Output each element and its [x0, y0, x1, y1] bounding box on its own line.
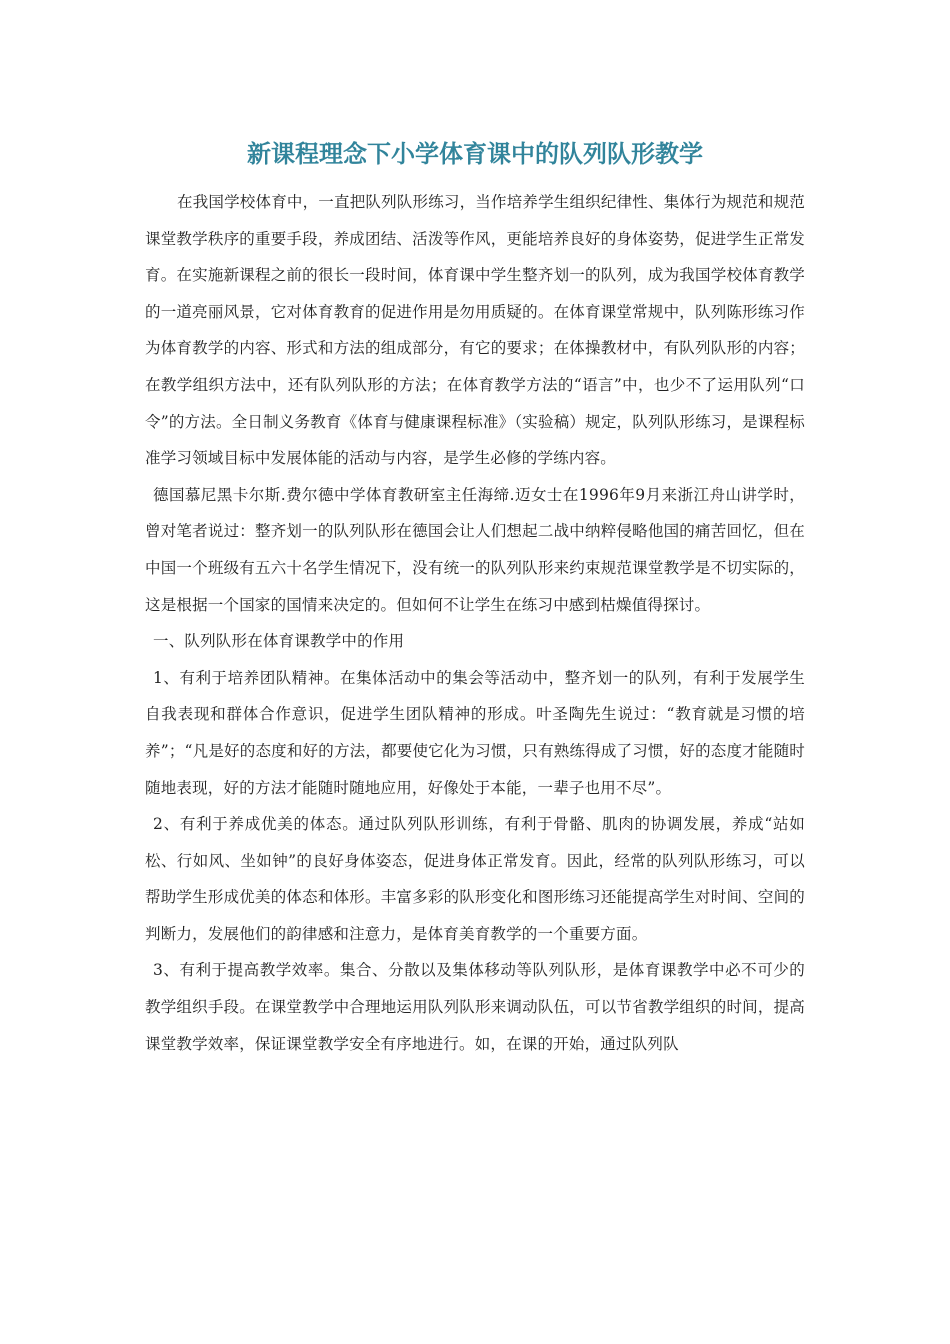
paragraph-point-3: 3、有利于提高教学效率。集合、分散以及集体移动等队列队形，是体育课教学中必不可少的教学组织手段。在课堂教学中合理地运用队列队形来调动队伍，可以节省教学组织的时间，提高课堂教学效率，保证课堂教学安全有序地进行。如，在课的开始，通过队列队 — [145, 961, 805, 1053]
paragraph-point-1: 1、有利于培养团队精神。在集体活动中的集会等活动中，整齐划一的队列，有利于发展学生自我表现和群体合作意识，促进学生团队精神的形成。叶圣陶先生说过：“教育就是习惯的培养”；“凡是好的态度和好的方法，都要使它化为习惯，只有熟练得成了习惯，好的态度才能随时随地表现，好的方法才能随时随地应用，好像处于本能，一辈子也用不尽”。 — [145, 668, 805, 797]
section-heading-1: 一、队列队形在体育课教学中的作用 — [153, 632, 405, 651]
paragraph-point-2: 2、有利于养成优美的体态。通过队列队形训练，有利于骨骼、肌肉的协调发展，养成“站如松、行如风、坐如钟”的良好身体姿态，促进身体正常发育。因此，经常的队列队形练习，可以帮助学生形成优美的体态和体形。丰富多彩的队形变化和图形练习还能提高学生对时间、空间的判断力，发展他们的韵律感和注意力，是体育美育教学的一个重要方面。 — [145, 815, 805, 943]
paragraph-german-teacher: 德国慕尼黑卡尔斯.费尔德中学体育教研室主任海缔.迈女士在1996年9月来浙江舟山讲学时，曾对笔者说过：整齐划一的队列队形在德国会让人们想起二战中纳粹侵略他国的痛苦回忆，但在中国一个班级有五六十名学生情况下，没有统一的队列队形来约束规范课堂教学是不切实际的，这是根据一个国家的国情来决定的。但如何不让学生在练习中感到枯燥值得探讨。 — [145, 485, 805, 614]
document-body — [145, 184, 805, 1062]
paragraph-intro: 在我国学校体育中，一直把队列队形练习，当作培养学生组织纪律性、集体行为规范和规范课堂教学秩序的重要手段，养成团结、活泼等作风，更能培养良好的身体姿势，促进学生正常发育。在实施新课程之前的很长一段时间，体育课中学生整齐划一的队列，成为我国学校体育教学的一道亮丽风景，它对体育教育的促进作用是勿用质疑的。在体育课堂常规中，队列陈形练习作为体育教学的内容、形式和方法的组成部分，有它的要求；在体操教材中，有队列队形的内容；在教学组织方法中，还有队列队形的方法；在体育教学方法的“语言”中，也少不了运用队列“口令”的方法。全日制义务教育《体育与健康课程标准》（实验稿）规定，队列队形练习，是课程标准学习领域目标中发展体能的活动与内容，是学生必修的学练内容。 — [145, 193, 806, 468]
document-title: 新课程理念下小学体育课中的队列队形教学 — [247, 140, 703, 168]
